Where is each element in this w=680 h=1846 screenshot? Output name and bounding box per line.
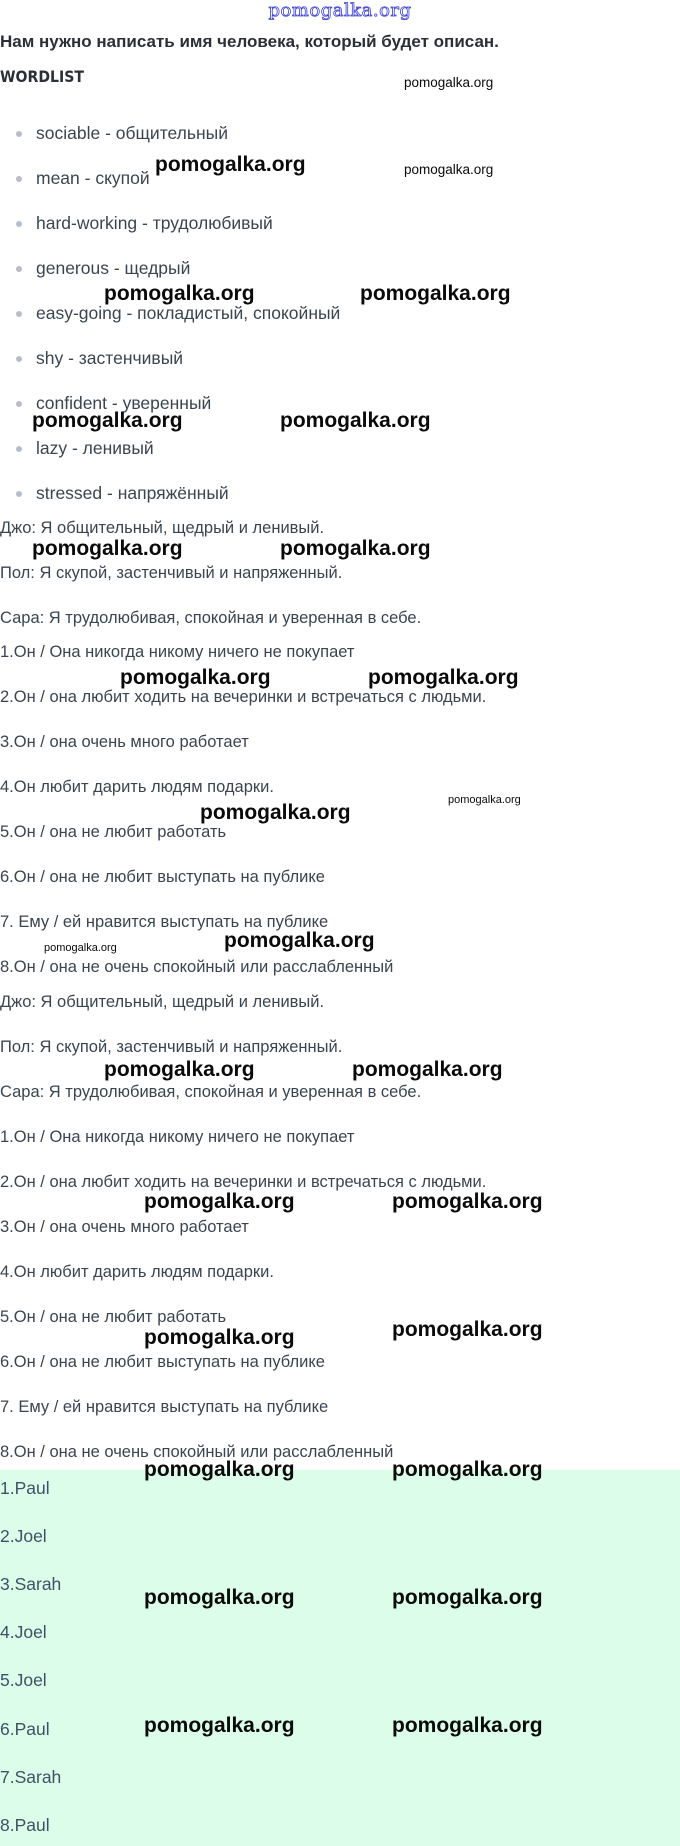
statement-line: 1.Он / Она никогда никому ничего не покупает	[0, 1128, 355, 1146]
statement-line: 3.Он / она очень много работает	[0, 733, 249, 751]
list-item-text: mean - скупой	[36, 168, 150, 188]
watermark: pomogalka.org	[104, 1058, 255, 1081]
watermark: pomogalka.org	[404, 75, 494, 90]
list-item-text: stressed - напряжённый	[36, 483, 229, 503]
description-line: Пол: Я скупой, застенчивый и напряженный.	[0, 564, 343, 582]
statement-line: 4.Он любит дарить людям подарки.	[0, 778, 274, 796]
description-line: Сара: Я трудолюбивая, спокойная и уверенная в себе.	[0, 609, 422, 627]
watermark: pomogalka.org	[32, 537, 183, 560]
bullet-icon	[16, 491, 22, 497]
list-item-text: confident - уверенный	[36, 393, 212, 413]
watermark: pomogalka.org	[404, 162, 494, 177]
list-item-text: hard-working - трудолюбивый	[36, 213, 273, 233]
answer-item: 2.Joel	[0, 1526, 47, 1546]
answer-item: 5.Joel	[0, 1670, 47, 1690]
bullet-icon	[16, 221, 22, 227]
description-line: Джо: Я общительный, щедрый и ленивый.	[0, 519, 325, 537]
statement-line: 8.Он / она не очень спокойный или расслабленный	[0, 1443, 394, 1461]
list-item-text: shy - застенчивый	[36, 348, 184, 368]
watermark: pomogalka.org	[392, 1714, 543, 1737]
watermark: pomogalka.org	[120, 666, 271, 689]
site-logo[interactable]: pomogalka.org	[268, 0, 412, 21]
statement-line: 5.Он / она не любит работать	[0, 1308, 227, 1326]
watermark: pomogalka.org	[392, 1318, 543, 1341]
list-item-text: lazy - ленивый	[36, 438, 154, 458]
statement-line: 8.Он / она не очень спокойный или расслабленный	[0, 958, 394, 976]
watermark: pomogalka.org	[155, 153, 306, 176]
answer-item: 7.Sarah	[0, 1767, 62, 1787]
watermark: pomogalka.org	[44, 942, 117, 954]
statement-line: 2.Он / она любит ходить на вечеринки и встречаться с людьми.	[0, 688, 487, 706]
watermark: pomogalka.org	[144, 1714, 295, 1737]
statement-line: 6.Он / она не любит выступать на публике	[0, 1353, 325, 1371]
description-line: Сара: Я трудолюбивая, спокойная и уверенная в себе.	[0, 1083, 422, 1101]
description-line: Пол: Я скупой, застенчивый и напряженный.	[0, 1038, 343, 1056]
bullet-icon	[16, 266, 22, 272]
watermark: pomogalka.org	[200, 801, 351, 824]
watermark: pomogalka.org	[448, 794, 521, 806]
watermark: pomogalka.org	[392, 1190, 543, 1213]
answer-item: 4.Joel	[0, 1622, 47, 1642]
list-item-text: easy-going - покладистый, спокойный	[36, 303, 341, 323]
watermark: pomogalka.org	[392, 1458, 543, 1481]
statement-line: 4.Он любит дарить людям подарки.	[0, 1263, 274, 1281]
statement-line: 3.Он / она очень много работает	[0, 1218, 249, 1236]
watermark: pomogalka.org	[144, 1326, 295, 1349]
statement-line: 7. Ему / ей нравится выступать на публике	[0, 913, 329, 931]
statement-line: 6.Он / она не любит выступать на публике	[0, 868, 325, 886]
statement-line: 7. Ему / ей нравится выступать на публике	[0, 1398, 329, 1416]
answer-item: 1.Paul	[0, 1478, 50, 1498]
bullet-icon	[16, 401, 22, 407]
answers-panel	[0, 1470, 680, 1846]
watermark: pomogalka.org	[104, 282, 255, 305]
bullet-icon	[16, 176, 22, 182]
watermark: pomogalka.org	[32, 409, 183, 432]
bullet-icon	[16, 356, 22, 362]
answer-item: 3.Sarah	[0, 1574, 62, 1594]
watermark: pomogalka.org	[280, 537, 431, 560]
answer-item: 6.Paul	[0, 1719, 50, 1739]
answer-item: 8.Paul	[0, 1815, 50, 1835]
description-line: Джо: Я общительный, щедрый и ленивый.	[0, 993, 325, 1011]
watermark: pomogalka.org	[352, 1058, 503, 1081]
watermark: pomogalka.org	[360, 282, 511, 305]
list-item-text: generous - щедрый	[36, 258, 191, 278]
list-item-text: sociable - общительный	[36, 123, 229, 143]
statement-line: 2.Он / она любит ходить на вечеринки и встречаться с людьми.	[0, 1173, 487, 1191]
watermark: pomogalka.org	[144, 1190, 295, 1213]
statement-line: 5.Он / она не любит работать	[0, 823, 227, 841]
watermark: pomogalka.org	[144, 1458, 295, 1481]
wordlist-heading: WORDLIST	[0, 67, 84, 86]
statement-line: 1.Он / Она никогда никому ничего не покупает	[0, 643, 355, 661]
bullet-icon	[16, 446, 22, 452]
watermark: pomogalka.org	[368, 666, 519, 689]
bullet-icon	[16, 311, 22, 317]
watermark: pomogalka.org	[224, 929, 375, 952]
watermark: pomogalka.org	[144, 1586, 295, 1609]
page-title: Нам нужно написать имя человека, который будет описан.	[0, 32, 499, 51]
watermark: pomogalka.org	[280, 409, 431, 432]
watermark: pomogalka.org	[392, 1586, 543, 1609]
bullet-icon	[16, 131, 22, 137]
